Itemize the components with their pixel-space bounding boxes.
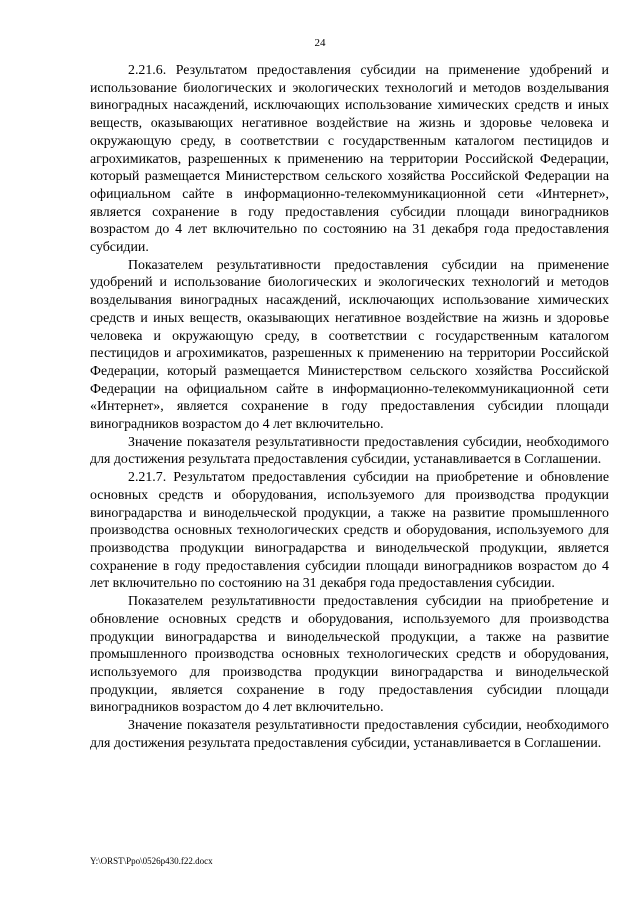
footer-file-path: Y:\ORST\Ppo\0526p430.f22.docx [90, 856, 213, 866]
page-number: 24 [314, 37, 326, 49]
paragraph-2-21-7-value: Значение показателя результативности предоставления субсидии, необходимого для достижения результата предоставления субсидии, устанавливается в Соглашении. [90, 718, 609, 751]
paragraph-2-21-6-result: 2.21.6. Результатом предоставления субсидии на применение удобрений и использование биологических и экологических технологий и методов возделывания виноградных насаждений, исключающих использование химических средств и иных веществ, оказывающих негативное воздействие на жизнь и здоровье человека и окружающую среду, в соответствии с государственным каталогом пестицидов и агрохимикатов, разрешенных к применению на территории Российской Федерации, который размещается Министерством сельского хозяйства Российской Федерации на официальном сайте в информационно-телекоммуникационной сети «Интернет», является сохранение в году предоставления субсидии площади виноградников возрастом до 4 лет включительно по состоянию на 31 декабря года предоставления субсидии. [90, 63, 609, 256]
document-body [90, 62, 609, 752]
paragraph-2-21-7-indicator: Показателем результативности предоставления субсидии на приобретение и обновление основных средств и оборудования, используемого для производства продукции виноградарства и винодельческой продукции, а также на развитие промышленного производства основных технологических средств и оборудования, используемого для производства продукции виноградарства и винодельческой продукции, является сохранение в году предоставления субсидии площади виноградников возрастом до 4 лет включительно. [90, 594, 609, 716]
paragraph-2-21-7-result: 2.21.7. Результатом предоставления субсидии на приобретение и обновление основных средств и оборудования, используемого для производства продукции виноградарства и винодельческой продукции, а также на развитие промышленного производства основных технологических средств и оборудования, используемого для производства продукции виноградарства и винодельческой продукции, является сохранение в году предоставления субсидии площади виноградников возрастом до 4 лет включительно по состоянию на 31 декабря года предоставления субсидии. [90, 470, 609, 592]
paragraph-2-21-6-indicator: Показателем результативности предоставления субсидии на применение удобрений и использование биологических и экологических технологий и методов возделывания виноградных насаждений, исключающих использование химических средств и иных веществ, оказывающих негативное воздействие на жизнь и здоровье человека и окружающую среду, в соответствии с государственным каталогом пестицидов и агрохимикатов, разрешенных к применению на территории Российской Федерации, который размещается Министерством сельского хозяйства Российской Федерации на официальном сайте в информационно-телекоммуникационной сети «Интернет», является сохранение в году предоставления субсидии площади виноградников возрастом до 4 лет включительно. [90, 257, 609, 433]
paragraph-2-21-6-value: Значение показателя результативности предоставления субсидии, необходимого для достижения результата предоставления субсидии, устанавливается в Соглашении. [90, 434, 609, 468]
